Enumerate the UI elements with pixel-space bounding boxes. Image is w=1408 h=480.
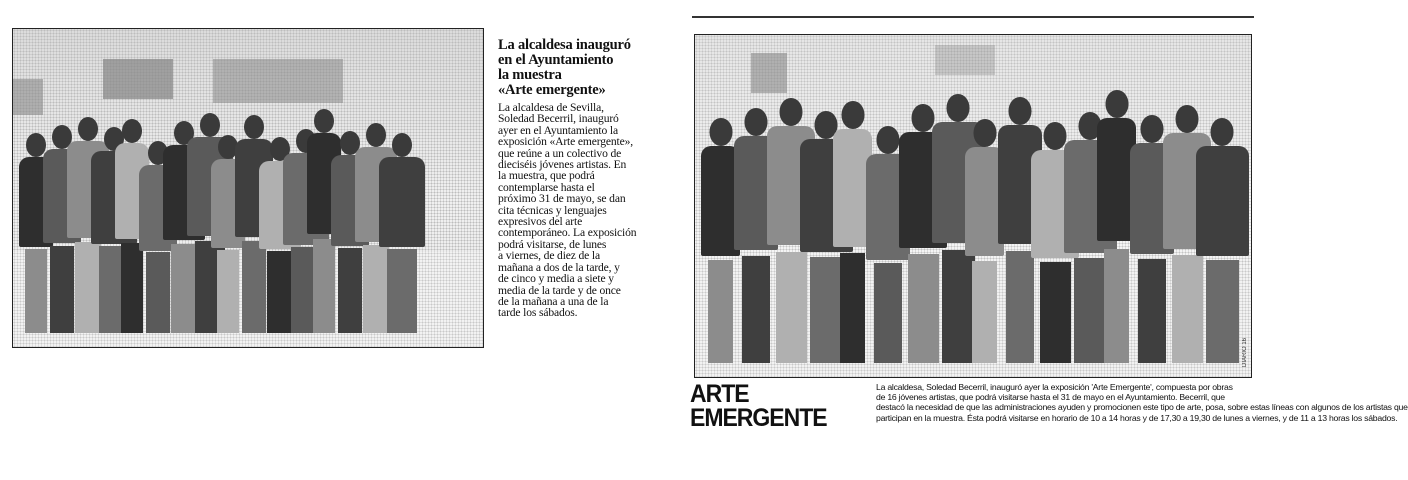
person-head	[244, 115, 264, 139]
person-head	[392, 133, 412, 157]
wall-artwork	[213, 59, 343, 103]
person-legs	[874, 263, 902, 363]
caption-line: destacó la necesidad de que las administraciones ayuden y promocionen este tipo de arte, posa, sobre estas líneas con algunos de los artistas que	[876, 402, 1408, 413]
group-photo-right	[694, 34, 1252, 378]
person-head	[200, 113, 220, 137]
group-photo-left	[12, 28, 484, 348]
body-line: la muestra, que podrá	[498, 169, 595, 183]
body-line: ayer en el Ayuntamiento la	[498, 123, 618, 137]
body-line: podrá visitarse, de lunes	[498, 237, 607, 251]
person-head	[1105, 90, 1128, 118]
left-headline	[498, 38, 670, 98]
person-legs	[742, 256, 770, 363]
caption-line: La alcaldesa, Soledad Becerril, inauguró ayer la exposición 'Arte Emergente', compuesta por obras	[876, 382, 1233, 392]
body-line: próximo 31 de mayo, se dan	[498, 192, 626, 206]
photo-credit: DIARIO 16	[1242, 337, 1248, 367]
person-legs	[708, 260, 733, 363]
person-head	[314, 109, 334, 133]
caption-line: participan en la muestra. Ésta podrá visitarse en horario de 10 a 14 horas y de 17,30 a 19,30 de lunes a viernes, y de 11 a 13 horas los sábados.	[876, 412, 1398, 423]
body-line: media de la tarde y de once	[498, 283, 621, 297]
left-article	[498, 38, 670, 319]
person-head	[876, 126, 899, 154]
caption-title: ARTE EMERGENTE	[690, 380, 827, 432]
left-newspaper-clipping	[12, 28, 668, 358]
headline-line: la muestra	[498, 67, 562, 83]
person-legs	[972, 261, 997, 363]
body-line: mañana a dos de la tarde, y	[498, 260, 620, 274]
body-line: a viernes, de diez de la	[498, 249, 600, 263]
person-body	[379, 157, 425, 247]
body-line: La alcaldesa de Sevilla,	[498, 101, 604, 114]
body-line: contemplarse hasta el	[498, 180, 595, 194]
person-legs	[1138, 259, 1166, 363]
headline-line: La alcaldesa inauguró	[498, 37, 631, 53]
body-line: Soledad Becerril, inauguró	[498, 112, 619, 126]
body-line: de cinco y media a siete y	[498, 272, 614, 286]
body-line: tarde los sábados.	[498, 306, 578, 320]
headline-line: «Arte emergente»	[498, 82, 606, 98]
person-legs	[387, 249, 416, 333]
person-head	[122, 119, 142, 143]
person-head	[973, 119, 996, 147]
person-head	[1211, 118, 1234, 146]
person-head	[1008, 97, 1031, 125]
person-body	[1196, 146, 1249, 256]
person-figure	[1196, 118, 1249, 363]
headline-line: en el Ayuntamiento	[498, 52, 614, 68]
body-line: exposición «Arte emergente»,	[498, 135, 633, 149]
wall-artwork	[751, 53, 787, 93]
right-newspaper-clipping	[678, 0, 1408, 452]
wall-artwork	[13, 79, 43, 115]
body-line: contemporáneo. La exposición	[498, 226, 637, 240]
left-article-body	[498, 102, 670, 319]
person-head	[709, 118, 732, 146]
person-legs	[1206, 260, 1240, 363]
body-line: cita técnicas y lenguajes	[498, 203, 607, 217]
wall-artwork	[103, 59, 173, 99]
header-rule	[692, 16, 1254, 18]
person-legs	[840, 253, 865, 363]
body-line: expresivos del arte	[498, 215, 583, 229]
caption-line: de 16 jóvenes artistas, que podrá visitarse hasta el 31 de mayo en el Ayuntamiento. Becerril, que	[876, 392, 1225, 403]
body-line: dieciséis jóvenes artistas. En	[498, 158, 627, 172]
person-head	[1140, 115, 1163, 143]
person-legs	[1006, 251, 1034, 363]
wall-artwork	[935, 45, 995, 75]
person-head	[947, 94, 970, 122]
body-line: de la mañana a una de la	[498, 294, 609, 308]
body-line: que reúne a un colectivo de	[498, 146, 622, 160]
person-figure	[379, 133, 425, 333]
person-head	[744, 108, 767, 136]
person-head	[841, 101, 864, 129]
person-legs	[1104, 249, 1129, 363]
right-caption	[690, 380, 1408, 432]
